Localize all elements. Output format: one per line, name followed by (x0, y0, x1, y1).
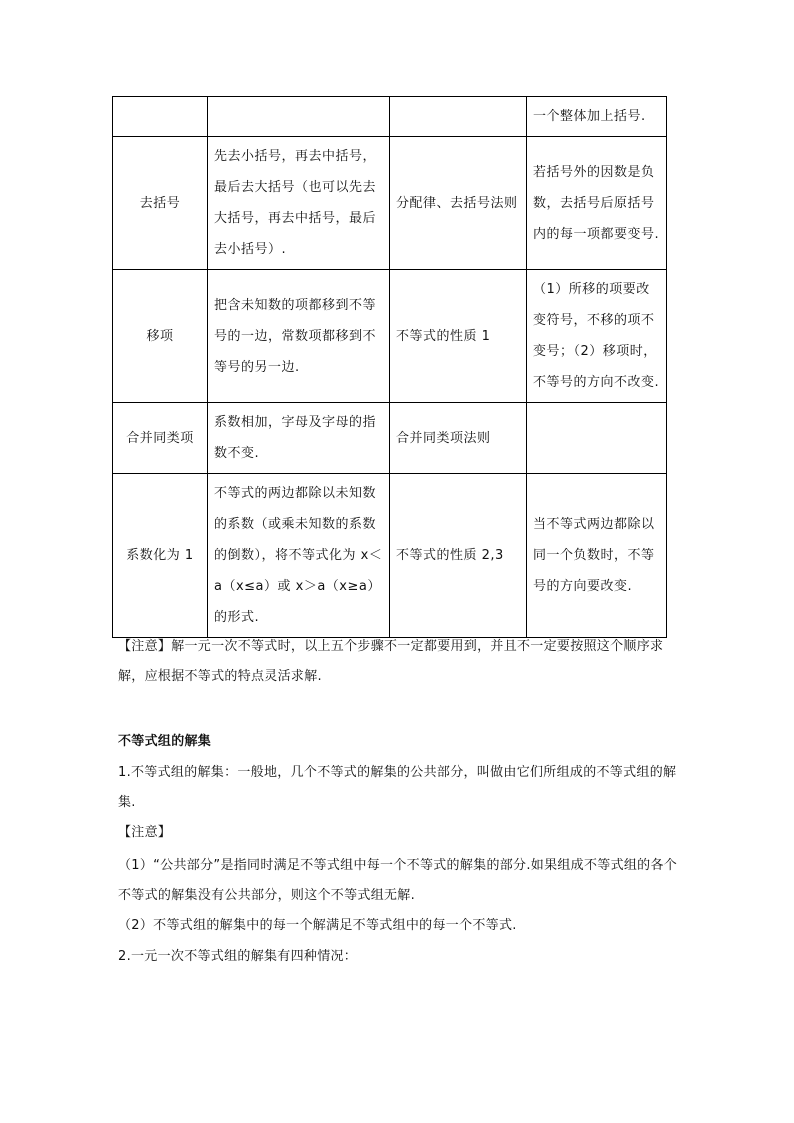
table-row (113, 474, 667, 638)
step-method-cell: 把含未知数的项都移到不等号的一边，常数项都移到不等号的另一边. (208, 270, 390, 403)
definition-paragraph: 1.不等式组的解集：一般地，几个不等式的解集的公共部分，叫做由它们所组成的不等式组的解集. (118, 765, 677, 810)
step-name-cell: 合并同类项 (113, 403, 208, 474)
table-row (113, 270, 667, 403)
note-point-2: （2）不等式组的解集中的每一个解满足不等式组中的每一个不等式. (118, 918, 517, 933)
solving-steps-table (112, 96, 667, 638)
step-method-cell: 不等式的两边都除以未知数的系数（或乘未知数的系数的倒数），将不等式化为 x＜a（x≤a）或 x＞a（x≥a）的形式. (208, 474, 390, 638)
step-name-cell (113, 97, 208, 137)
step-name-cell: 移项 (113, 270, 208, 403)
step-note-cell: 若括号外的因数是负数，去括号后原括号内的每一项都要变号. (527, 137, 667, 270)
step-basis-cell (390, 97, 527, 137)
step-note-cell (527, 403, 667, 474)
step-basis-cell: 不等式的性质 2,3 (390, 474, 527, 638)
step-note-cell: （1）所移的项要改变符号，不移的项不变号；（2）移项时，不等号的方向不改变. (527, 270, 667, 403)
step-basis-cell: 分配律、去括号法则 (390, 137, 527, 270)
cases-paragraph: 2.一元一次不等式组的解集有四种情况： (118, 949, 358, 964)
table-row (113, 97, 667, 137)
table-row (113, 137, 667, 270)
table-row (113, 403, 667, 474)
step-note-cell: 一个整体加上括号. (527, 97, 667, 137)
step-note-cell: 当不等式两边都除以同一个负数时，不等号的方向要改变. (527, 474, 667, 638)
section-title: 不等式组的解集 (118, 734, 212, 749)
step-method-cell: 先去小括号，再去中括号，最后去大括号（也可以先去大括号，再去中括号，最后去小括号）. (208, 137, 390, 270)
note-paragraph: 【注意】解一元一次不等式时，以上五个步骤不一定都要用到，并且不一定要按照这个顺序求解，应根据不等式的特点灵活求解. (118, 639, 664, 684)
step-method-cell (208, 97, 390, 137)
step-basis-cell: 不等式的性质 1 (390, 270, 527, 403)
step-method-cell: 系数相加，字母及字母的指数不变. (208, 403, 390, 474)
step-name-cell: 去括号 (113, 137, 208, 270)
note-heading: 【注意】 (118, 825, 172, 840)
step-name-cell: 系数化为 1 (113, 474, 208, 638)
note-point-1: （1）“公共部分”是指同时满足不等式组中每一个不等式的解集的部分.如果组成不等式组的各个不等式的解集没有公共部分，则这个不等式组无解. (118, 858, 678, 903)
step-basis-cell: 合并同类项法则 (390, 403, 527, 474)
